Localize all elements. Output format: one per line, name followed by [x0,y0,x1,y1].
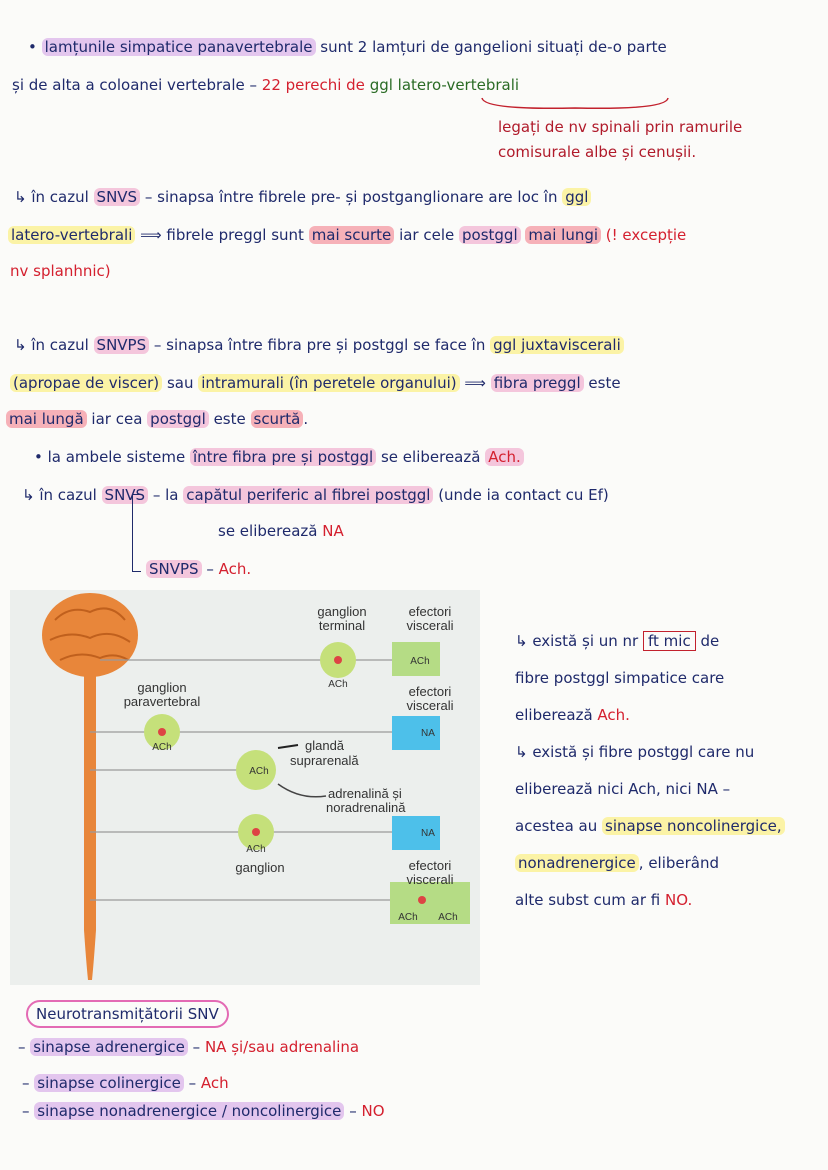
p4-line1: • la ambele sisteme între fibra pre și postggl se eliberează Ach. [34,446,524,468]
label-ach-g2: ACh [152,742,172,753]
side-line4: ↳ există și fibre postggl care nu [515,743,755,761]
label-efectori-1: efectori [408,604,452,619]
side-line3: eliberează Ach. [515,706,630,724]
label-ach-box1: ACh [410,656,430,667]
label-ganglion-para-1: ganglion [137,680,187,695]
label-viscerali-2: viscerali [406,698,454,713]
label-adrenalina-2: noradrenalină [326,800,406,815]
p1-note2: comisurale albe și cenușii. [498,143,697,161]
p2-line3: nv splanhnic) [10,262,111,280]
side-line6: acestea au sinapse noncolinergice, [515,815,785,837]
brain-icon [42,593,138,677]
neurotransmitters-title: Neurotransmițătorii SNV [26,1000,229,1028]
highlight-ramuri: lamțunile simpatice panavertebrale [42,38,316,56]
synapse-dot [252,828,260,836]
nervous-system-diagram [10,590,480,985]
p2-line1: ↳ în cazul SNVS – sinapsa între fibrele pre- și postganglionare are loc în ggl [14,186,591,208]
p4-line3: se eliberează NA [218,522,344,540]
label-ganglion-para-2: paravertebral [123,694,201,709]
label-na-box2: NA [421,828,435,839]
p1-line1: • lamțunile simpatice panavertebrale sunt 2 lamțuri de gangelioni situați de-o parte [28,38,667,56]
p1-note1: legați de nv spinali prin ramurile [498,118,743,136]
label-ach-adrenal: ACh [249,766,269,777]
label-glanda-2: suprarenală [290,753,359,768]
bottom-row1: – sinapse adrenergice – NA și/sau adrenalina [18,1038,360,1056]
bottom-row3: – sinapse nonadrenergice / noncolinergice – NO [22,1102,385,1120]
label-na-box1: NA [421,728,435,739]
label-ach-g1: ACh [328,679,348,690]
arrow-glanda [278,745,298,748]
diagram-svg [10,590,480,985]
label-viscerali-1: viscerali [406,618,454,633]
label-ach-box3b: ACh [438,912,458,923]
p3-line2: (apropae de viscer) sau intramurali (în peretele organului) ⟹ fibra preggl este [10,372,621,394]
label-glanda-1: glandă [305,738,345,753]
p3-line3: mai lungă iar cea postggl este scurtă . [6,408,308,430]
synapse-dot [158,728,166,736]
side-line5: eliberează nici Ach, nici NA – [515,780,731,798]
label-ganglion: ganglion [235,860,285,875]
spinal-cord [84,665,96,980]
p2-line2: latero-vertebrali ⟹ fibrele preggl sunt mai scurte iar cele postggl mai lungi (! excepție [8,224,686,246]
p4-line4: SNVPS – Ach. [146,558,251,580]
brace-mark [480,96,670,116]
bottom-row2: – sinapse colinergice – Ach [22,1074,229,1092]
synapse-dot [418,896,426,904]
label-viscerali-3: viscerali [406,872,454,887]
arrow-adrenalina [278,784,326,797]
p3-line1: ↳ în cazul SNVPS – sinapsa între fibra pre și postggl se face în ggl juxtaviscerali [14,334,624,356]
bracket-line [132,494,141,572]
label-adrenalina-1: adrenalină și [328,786,402,801]
p1-line2: și de alta a coloanei vertebrale – 22 perechi de ggl latero-vertebrali [12,76,520,94]
side-line7: nonadrenergice , eliberând [515,852,719,874]
label-ganglion-terminal-2: terminal [318,618,366,633]
side-line8: alte subst cum ar fi NO. [515,891,693,909]
label-ach-box3a: ACh [398,912,418,923]
label-ach-g3: ACh [246,844,266,855]
label-efectori-2: efectori [408,684,452,699]
side-line1: ↳ există și un nr ft mic de [515,632,720,650]
p4-line2: ↳ în cazul SNVS – la capătul periferic al fibrei postggl (unde ia contact cu Ef) [22,486,609,504]
label-efectori-3: efectori [408,858,452,873]
label-ganglion-terminal-1: ganglion [317,604,367,619]
synapse-dot [334,656,342,664]
side-line2: fibre postggl simpatice care [515,669,725,687]
